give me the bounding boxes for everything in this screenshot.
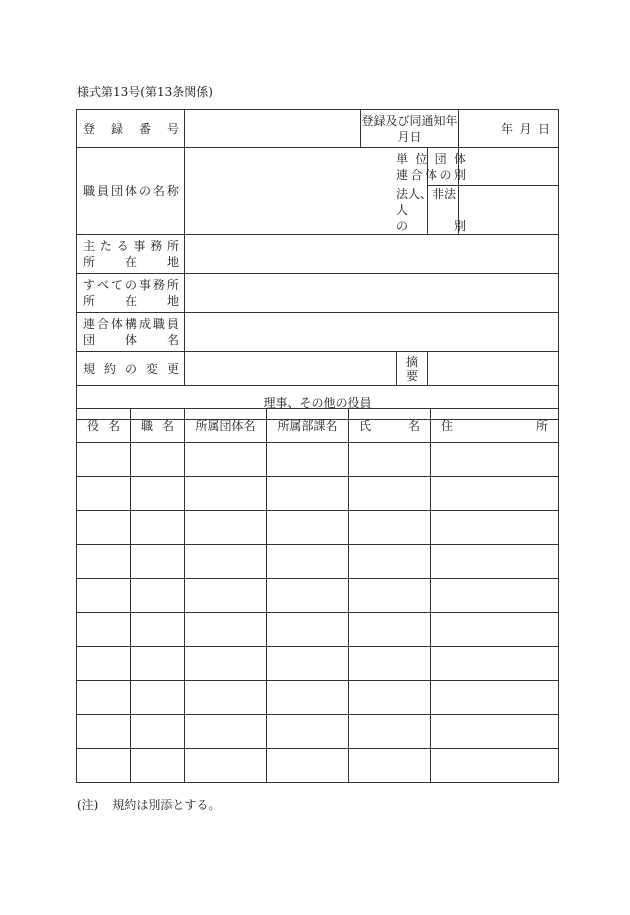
officers-col-header-text — [77, 418, 130, 434]
officers-col-header-text — [349, 418, 430, 434]
officer-cell[interactable] — [349, 477, 431, 511]
officer-cell[interactable] — [185, 715, 267, 749]
bylaw-label — [77, 361, 184, 377]
label-char: 単 — [396, 151, 409, 166]
label-char: 務 — [152, 278, 165, 292]
officer-cell[interactable] — [185, 545, 267, 579]
label-char: す — [83, 278, 96, 292]
main-office-label-cell — [77, 235, 185, 274]
org-name-label — [77, 183, 184, 199]
label-char: 事 — [138, 278, 151, 292]
label-char: 職 — [83, 184, 96, 198]
officer-cell[interactable] — [431, 613, 559, 647]
officer-cell[interactable] — [77, 749, 131, 783]
label-char: 号 — [166, 121, 179, 136]
header-char: 職 — [141, 418, 154, 433]
officer-cell[interactable] — [131, 647, 185, 681]
main-office-line2 — [83, 254, 179, 270]
label-char: 地 — [166, 255, 179, 269]
unit-type-label — [390, 151, 471, 183]
label-char: 事 — [133, 239, 146, 253]
officer-cell[interactable] — [349, 749, 431, 783]
label-char: 在 — [124, 294, 137, 308]
officer-cell[interactable] — [267, 681, 349, 715]
officer-cell[interactable] — [77, 477, 131, 511]
label-char: 所 — [83, 294, 96, 308]
label-char: 規 — [83, 361, 96, 376]
header-char: 住 — [441, 418, 454, 433]
officer-cell[interactable] — [131, 681, 185, 715]
all-office-label — [77, 277, 184, 309]
officer-cell[interactable] — [185, 613, 267, 647]
footnote-text: 規約は別添とする。 — [112, 798, 221, 812]
officer-cell[interactable] — [185, 681, 267, 715]
officers-col-header — [185, 409, 267, 443]
officer-cell[interactable] — [267, 715, 349, 749]
label-char: 体 — [110, 317, 123, 331]
officers-header-row — [77, 409, 559, 443]
header-char: 名 — [161, 418, 174, 433]
main-office-label — [77, 238, 184, 270]
label-char: 録 — [110, 121, 123, 136]
member-field[interactable] — [185, 313, 559, 352]
label-char: 団 — [110, 184, 123, 198]
label-char: る — [116, 239, 129, 253]
officer-cell[interactable] — [431, 579, 559, 613]
officer-cell[interactable] — [131, 477, 185, 511]
footnote-prefix: (注) — [77, 798, 99, 812]
summary-field[interactable] — [428, 352, 559, 386]
label-char: の — [439, 167, 452, 182]
label-char: 所 — [166, 278, 179, 292]
label-char: 務 — [150, 239, 163, 253]
officer-cell[interactable] — [431, 511, 559, 545]
officer-cell[interactable] — [131, 613, 185, 647]
label-char: べ — [96, 278, 109, 292]
label-char: 団 — [434, 151, 447, 166]
label-char: 団 — [83, 333, 96, 347]
label-char: の — [138, 184, 151, 198]
reg-date-label: 登録及び同通知年月日 — [361, 113, 458, 144]
header-char: 所属団体名 — [195, 418, 256, 433]
label-char: 所 — [166, 239, 179, 253]
form-title: 様式第13号(第13条関係) — [77, 85, 213, 99]
corp-type-line2 — [396, 218, 466, 234]
label-char: 成 — [138, 317, 151, 331]
org-name-label-cell — [77, 148, 185, 235]
label-char: の — [124, 278, 137, 292]
corp-type-label-cell — [396, 186, 466, 235]
officer-cell[interactable] — [77, 443, 131, 477]
label-char: 連 — [83, 317, 96, 331]
officer-cell[interactable] — [131, 749, 185, 783]
header-char: 名 — [107, 418, 120, 433]
officer-cell[interactable] — [185, 749, 267, 783]
label-char: 更 — [166, 361, 179, 376]
officer-cell[interactable] — [77, 579, 131, 613]
label-char: 職 — [152, 317, 165, 331]
officer-cell[interactable] — [185, 511, 267, 545]
officers-col-header — [77, 409, 131, 443]
officer-cell[interactable] — [267, 545, 349, 579]
label-char: 位 — [415, 151, 428, 166]
officer-row — [77, 749, 559, 783]
label-char: 主 — [83, 239, 96, 253]
officer-cell[interactable] — [77, 715, 131, 749]
officer-cell[interactable] — [431, 647, 559, 681]
officer-cell[interactable] — [77, 647, 131, 681]
officer-row — [77, 715, 559, 749]
officers-table — [76, 408, 559, 783]
all-office-label-cell — [77, 274, 185, 313]
label-char: 年 — [501, 121, 514, 136]
officers-col-header-text — [131, 418, 184, 434]
label-char: 員 — [166, 317, 179, 331]
officer-row — [77, 443, 559, 477]
label-char: の — [124, 361, 137, 376]
officer-cell[interactable] — [267, 477, 349, 511]
officer-cell[interactable] — [267, 511, 349, 545]
officer-cell[interactable] — [185, 443, 267, 477]
label-char: た — [99, 239, 112, 253]
officer-cell[interactable] — [77, 613, 131, 647]
label-char: の — [396, 219, 409, 233]
label-char: て — [110, 278, 123, 292]
officer-cell[interactable] — [349, 613, 431, 647]
label-char: 合 — [96, 317, 109, 331]
bylaw-field[interactable] — [185, 352, 397, 386]
officer-cell[interactable] — [431, 545, 559, 579]
label-char: 約 — [103, 361, 116, 376]
footnote — [77, 796, 220, 813]
label-char: 地 — [166, 294, 179, 308]
bylaw-label-cell — [77, 352, 185, 386]
reg-no-field[interactable] — [185, 110, 361, 148]
officers-col-header-text — [267, 418, 348, 434]
summary-label-cell — [397, 352, 428, 386]
unit-type-label-cell — [396, 148, 466, 186]
officer-cell[interactable] — [431, 749, 559, 783]
unit-type-field[interactable] — [459, 148, 559, 186]
officer-row — [77, 579, 559, 613]
summary-label-1: 摘 — [405, 354, 418, 369]
reg-date-label-cell — [361, 110, 459, 148]
officer-cell[interactable] — [185, 579, 267, 613]
officer-cell[interactable] — [349, 545, 431, 579]
registration-table — [76, 109, 559, 420]
officers-col-header — [431, 409, 559, 443]
label-char: 構 — [124, 317, 137, 331]
officer-row — [77, 681, 559, 715]
officers-col-header — [267, 409, 349, 443]
officer-cell[interactable] — [349, 681, 431, 715]
label-char: 日 — [538, 121, 551, 136]
header-char: 氏 — [359, 418, 372, 433]
officer-row — [77, 647, 559, 681]
officer-row — [77, 511, 559, 545]
main-office-line1 — [83, 238, 179, 254]
label-char: 連 — [396, 167, 409, 182]
reg-no-label-cell — [77, 110, 185, 148]
officer-cell[interactable] — [349, 647, 431, 681]
officer-cell[interactable] — [131, 545, 185, 579]
officer-cell[interactable] — [349, 443, 431, 477]
label-char: 体 — [124, 333, 137, 347]
label-char: 員 — [96, 184, 109, 198]
officer-cell[interactable] — [349, 579, 431, 613]
label-char: 体 — [453, 151, 466, 166]
officers-col-header-text — [185, 418, 266, 434]
all-office-line2 — [83, 293, 179, 309]
officer-cell[interactable] — [267, 579, 349, 613]
label-char: 別 — [453, 219, 466, 233]
label-char: 体 — [124, 184, 137, 198]
all-office-field[interactable] — [185, 274, 559, 313]
label-char: 登 — [83, 121, 96, 136]
reg-no-label — [77, 121, 184, 137]
officer-cell[interactable] — [349, 715, 431, 749]
officer-row — [77, 613, 559, 647]
header-char: 役 — [87, 418, 100, 433]
header-char: 所 — [535, 418, 548, 433]
label-char: 合 — [410, 167, 423, 182]
main-office-field[interactable] — [185, 235, 559, 274]
corp-type-field[interactable] — [459, 186, 559, 235]
label-char: 称 — [166, 184, 179, 198]
label-char: 名 — [152, 184, 165, 198]
reg-date-field[interactable] — [459, 110, 559, 148]
label-char: 別 — [453, 167, 466, 182]
member-label — [77, 316, 184, 348]
summary-label — [397, 355, 427, 383]
officer-cell[interactable] — [131, 511, 185, 545]
label-char: 月 — [519, 121, 532, 136]
officer-cell[interactable] — [131, 579, 185, 613]
officers-body — [77, 443, 559, 783]
label-char: 番 — [138, 121, 151, 136]
officer-cell[interactable] — [131, 715, 185, 749]
officer-row — [77, 545, 559, 579]
all-office-line1 — [83, 277, 179, 293]
label-char: 名 — [166, 333, 179, 347]
label-char: 所 — [83, 255, 96, 269]
officer-cell[interactable] — [77, 511, 131, 545]
reg-date-units — [459, 121, 558, 137]
officer-cell[interactable] — [77, 545, 131, 579]
officer-cell[interactable] — [77, 681, 131, 715]
officers-col-header — [131, 409, 185, 443]
corp-type-line1: 法人、非法人 — [396, 187, 457, 217]
officer-cell[interactable] — [185, 477, 267, 511]
officer-cell[interactable] — [431, 715, 559, 749]
summary-label-2: 要 — [405, 368, 418, 383]
member-label-cell — [77, 313, 185, 352]
officer-cell[interactable] — [431, 477, 559, 511]
officer-cell[interactable] — [185, 647, 267, 681]
unit-type-line2 — [396, 167, 466, 183]
officer-cell[interactable] — [431, 681, 559, 715]
officer-cell[interactable] — [267, 647, 349, 681]
header-char: 名 — [407, 418, 420, 433]
officer-cell[interactable] — [267, 443, 349, 477]
officer-cell[interactable] — [431, 443, 559, 477]
member-line2 — [83, 332, 179, 348]
officer-cell[interactable] — [267, 749, 349, 783]
officers-col-header-text — [431, 418, 558, 434]
unit-type-line1 — [396, 151, 466, 167]
officers-title: 理事、その他の役員 — [263, 395, 372, 410]
officers-col-header — [349, 409, 431, 443]
officer-cell[interactable] — [349, 511, 431, 545]
label-char: 在 — [124, 255, 137, 269]
officer-cell[interactable] — [267, 613, 349, 647]
label-char: 変 — [145, 361, 158, 376]
member-line1 — [83, 316, 179, 332]
label-char: 体 — [424, 167, 437, 182]
officer-row — [77, 477, 559, 511]
header-char: 所属部課名 — [277, 418, 338, 433]
officer-cell[interactable] — [131, 443, 185, 477]
